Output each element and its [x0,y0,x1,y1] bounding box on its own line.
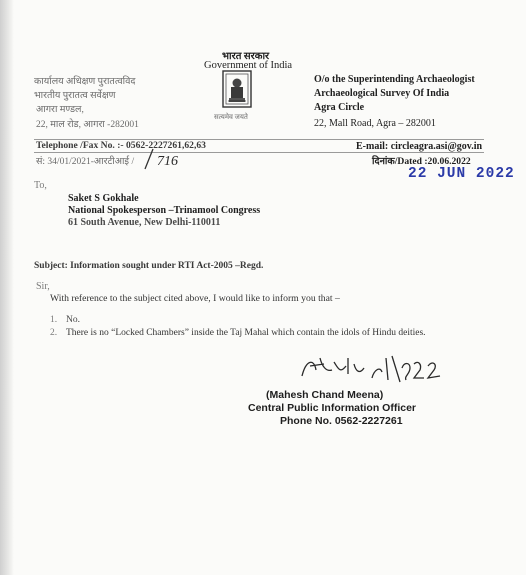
reference-handwritten-number: 716 [157,154,178,169]
addressee-designation: National Spokesperson –Trinamool Congress [68,205,261,216]
emblem-motto: सत्यमेव जयते [214,113,248,121]
point-2-number: 2. [50,328,58,338]
telephone-fax: Telephone /Fax No. :- 0562-2227261,62,63 [36,140,206,151]
received-date-stamp: 22 JUN 2022 [408,166,515,182]
subject-line: Subject: Information sought under RTI Act-2005 –Regd. [34,261,264,271]
body-intro: With reference to the subject cited above, I would like to inform you that – [50,293,340,304]
govt-hindi: भारत सरकार [222,51,270,62]
right-header-line-4: 22, Mall Road, Agra – 282001 [314,118,436,129]
left-header-line-3: आगरा मण्डल, [36,105,84,115]
right-header-line-1: O/o the Superintending Archaeologist [314,74,475,85]
point-1-text: No. [66,315,80,325]
left-header-line-2: भारतीय पुरातत्व सर्वेक्षण [34,91,116,101]
to-label: To, [34,180,47,191]
addressee-address: 61 South Avenue, New Delhi-110011 [68,217,221,228]
addressee-name: Saket S Gokhale [68,193,139,204]
point-2-text: There is no “Locked Chambers” inside the Taj Mahal which contain the idols of Hindu deities. [66,328,426,338]
scan-shadow-edge [0,0,14,575]
email-address: E-mail: circleagra.asi@gov.in [356,141,483,152]
signatory-phone: Phone No. 0562-2227261 [280,415,403,427]
left-header-line-4: 22, माल रोड, आगरा -282001 [36,120,139,130]
point-1-number: 1. [50,315,58,325]
handwritten-signature [296,352,446,386]
handwritten-slash-mark [142,148,156,170]
left-header-line-1: कार्यालय अधिक्षण पुरातत्वविद [34,77,136,87]
govt-english: Government of India [204,60,293,71]
letter-date: दिनांक/Dated :20.06.2022 [372,156,471,167]
reference-number: सं: 34/01/2021-आरटीआई / [36,157,135,167]
signatory-designation: Central Public Information Officer [248,402,417,414]
signatory-name: (Mahesh Chand Meena) [266,389,384,401]
contact-divider [34,152,484,153]
right-header-line-3: Agra Circle [314,102,365,113]
salutation: Sir, [36,281,50,292]
right-header-line-2: Archaeological Survey Of India [314,88,450,99]
